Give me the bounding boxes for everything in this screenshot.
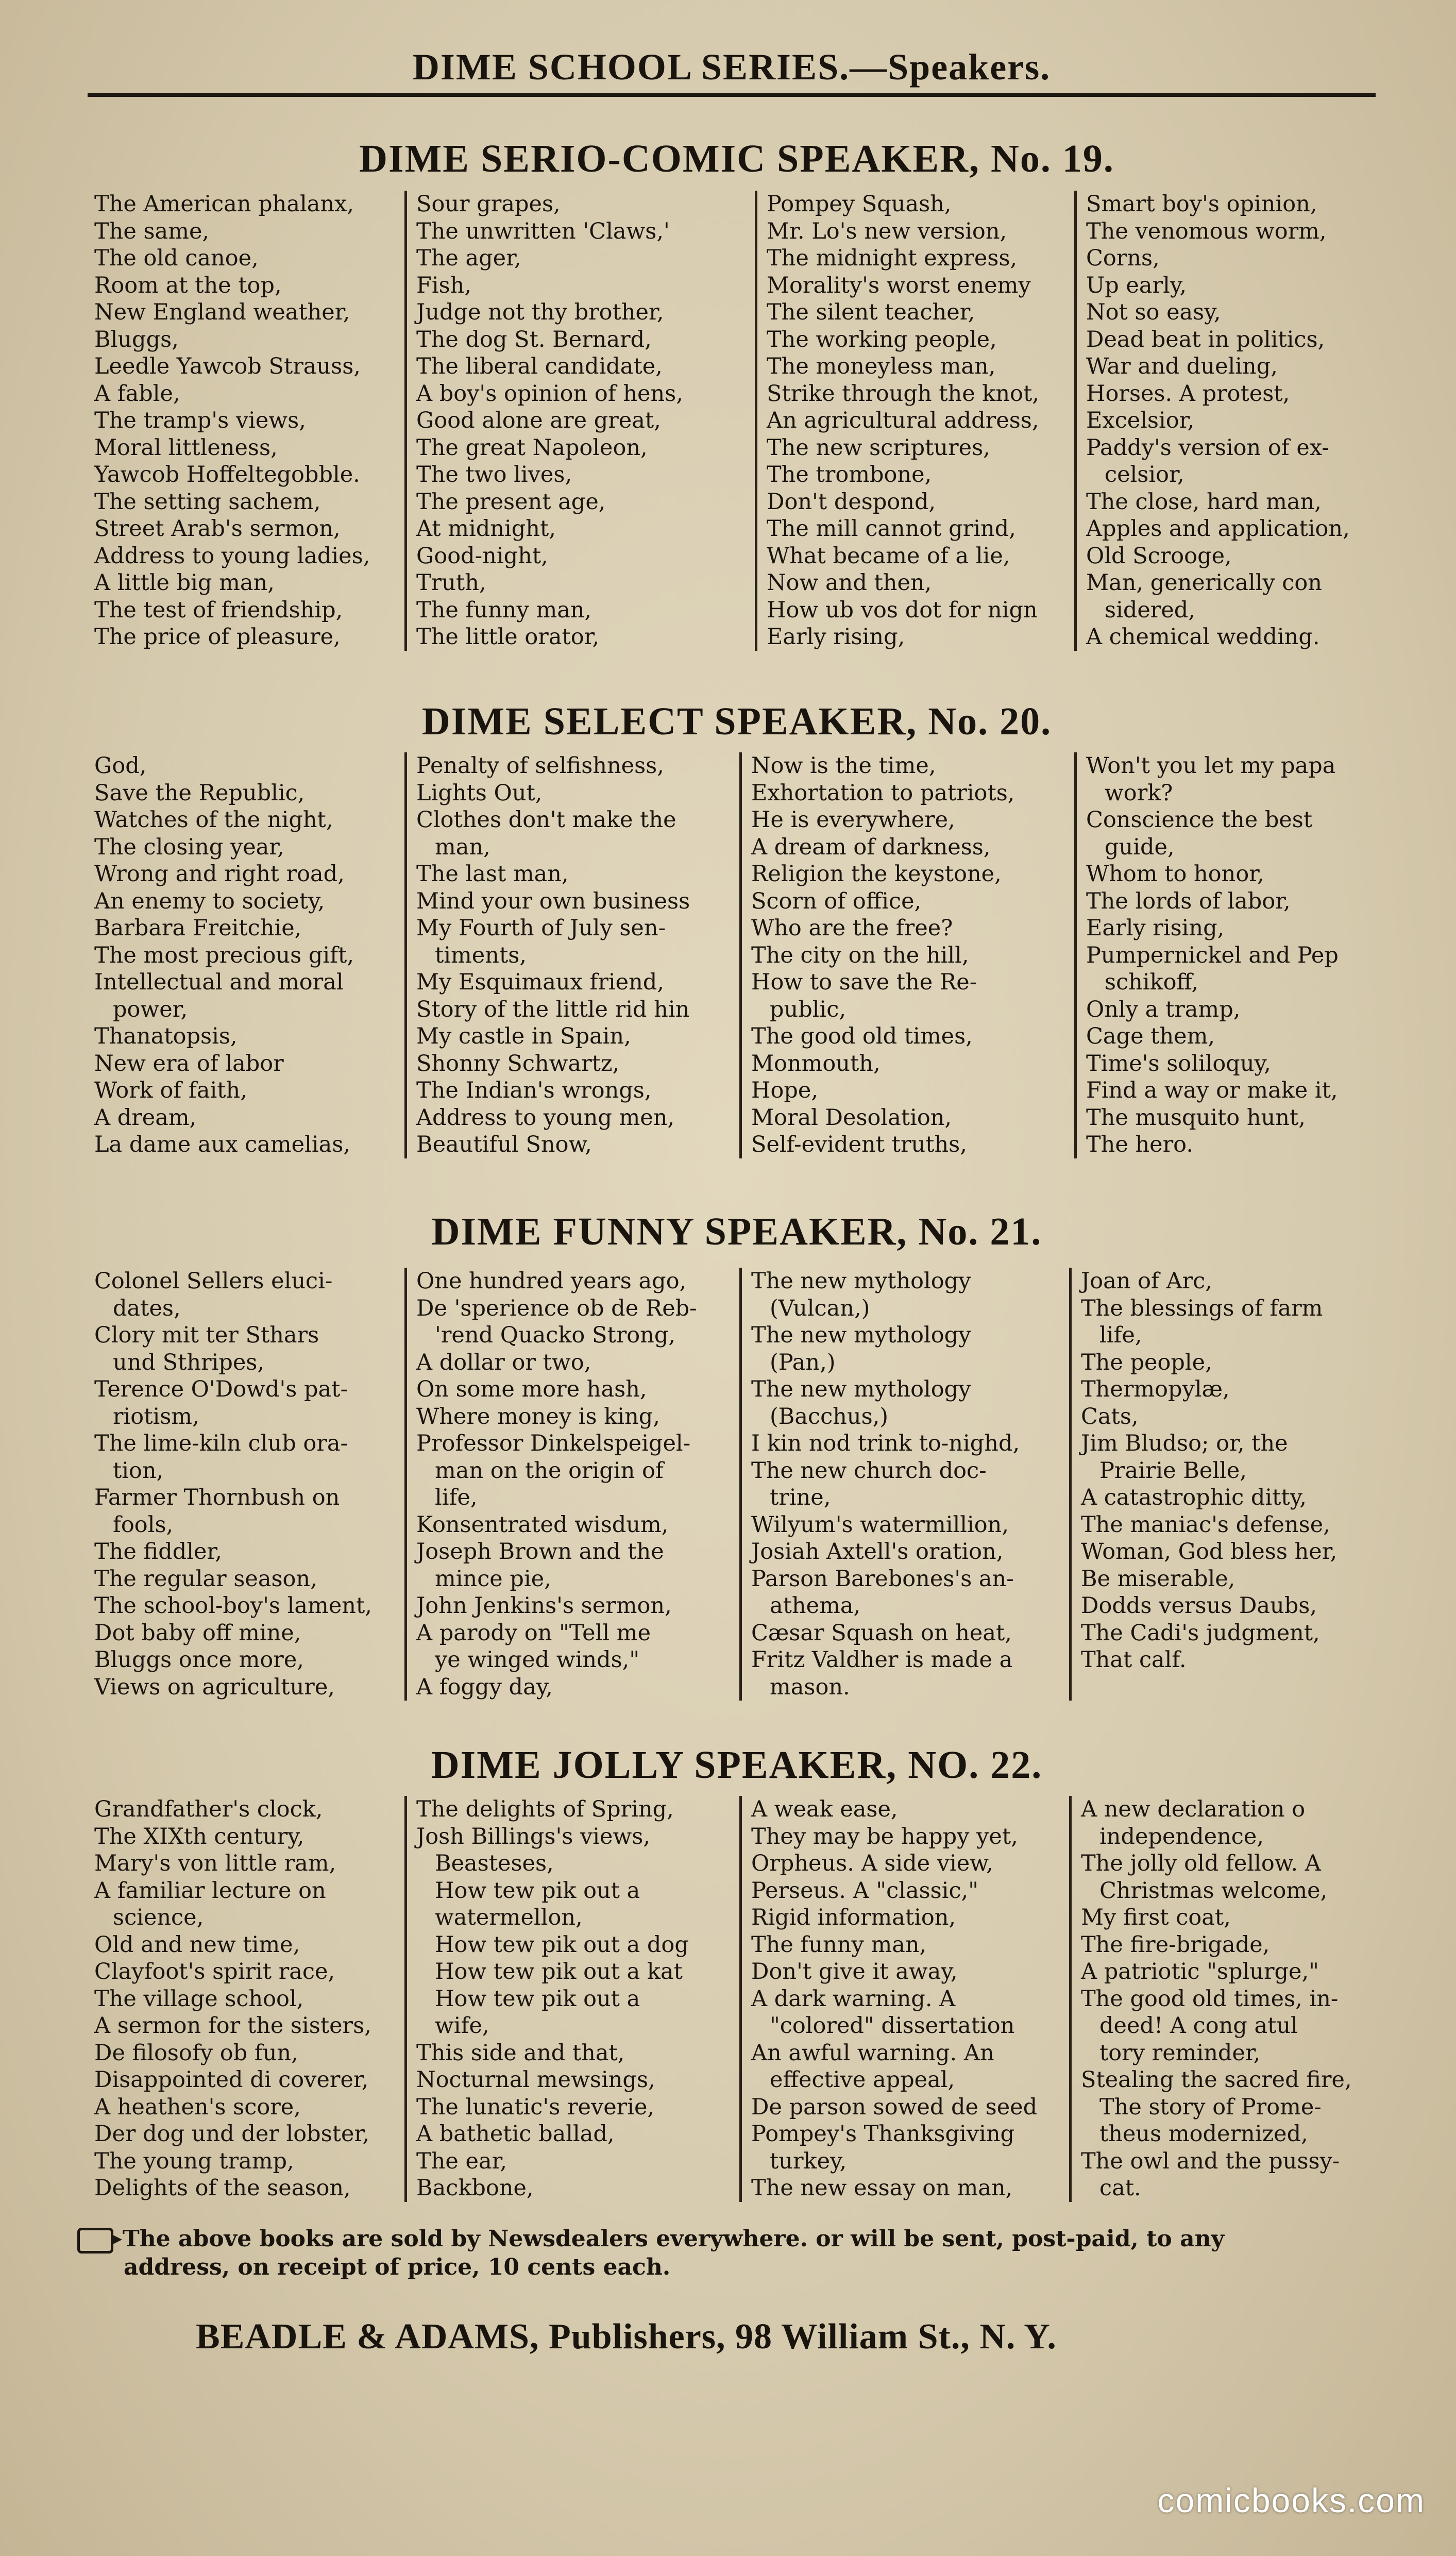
- catalog-entry: One hundred years ago,: [416, 1268, 687, 1294]
- catalog-entry: The Indian's wrongs,: [416, 1078, 652, 1103]
- catalog-entry: God,: [94, 753, 147, 779]
- catalog-entry: Good-night,: [416, 543, 548, 569]
- catalog-entry: This side and that,: [416, 2040, 625, 2066]
- catalog-entry: A boy's opinion of hens,: [416, 380, 683, 407]
- catalog-entry: Find a way or make it,: [1086, 1078, 1338, 1103]
- catalog-entry: Corns,: [1086, 245, 1160, 271]
- catalog-entry: man on the origin of: [435, 1457, 664, 1484]
- catalog-entry: John Jenkins's sermon,: [416, 1593, 672, 1619]
- catalog-entry: ye winged winds,": [435, 1647, 640, 1673]
- catalog-entry: Perseus. A "classic,": [751, 1877, 979, 1904]
- catalog-entry: Thermopylæ,: [1081, 1376, 1230, 1402]
- catalog-entry: Beautiful Snow,: [416, 1132, 592, 1157]
- catalog-entry: The regular season,: [94, 1566, 317, 1592]
- pointing-hand-icon: [77, 2228, 113, 2254]
- catalog-entry: How tew pik out a kat: [435, 1959, 683, 1985]
- catalog-entry: The good old times,: [751, 1023, 973, 1049]
- catalog-entry: Stealing the sacred fire,: [1081, 2067, 1352, 2093]
- ordering-note-line1: The above books are sold by Newsdealers everywhere. or will be sent, post-paid, to any: [123, 2226, 1225, 2252]
- catalog-entry: Wilyum's watermillion,: [751, 1511, 1009, 1538]
- catalog-entry: The village school,: [94, 1986, 304, 2012]
- catalog-entry: I kin nod trink to-nighd,: [751, 1431, 1020, 1456]
- catalog-entry: Mr. Lo's new version,: [767, 218, 1007, 244]
- catalog-entry: work?: [1105, 780, 1173, 806]
- catalog-entry: De parson sowed de seed: [751, 2094, 1038, 2120]
- catalog-entry: How tew pik out a: [435, 1877, 640, 1904]
- catalog-entry: mince pie,: [435, 1566, 551, 1592]
- catalog-entry: dates,: [113, 1295, 181, 1321]
- catalog-entry: The little orator,: [416, 624, 600, 650]
- catalog-entry: Save the Republic,: [94, 780, 305, 806]
- catalog-entry: Intellectual and moral: [94, 969, 344, 995]
- watermark: comicbooks.com: [1157, 2481, 1425, 2519]
- catalog-entry: Man, generically con: [1086, 570, 1322, 596]
- catalog-entry: The blessings of farm: [1081, 1295, 1323, 1321]
- catalog-entry: Grandfather's clock,: [94, 1796, 323, 1822]
- section-title-select: DIME SELECT SPEAKER, No. 20.: [421, 700, 1052, 743]
- catalog-entry: celsior,: [1105, 462, 1184, 487]
- catalog-entry: public,: [770, 996, 846, 1022]
- catalog-entry: turkey,: [770, 2148, 847, 2174]
- catalog-entry: independence,: [1099, 1823, 1264, 1849]
- catalog-entry: Penalty of selfishness,: [416, 753, 664, 779]
- catalog-entry: The jolly old fellow. A: [1081, 1851, 1321, 1876]
- catalog-entry: Disappointed di coverer,: [94, 2067, 369, 2093]
- catalog-entry: The last man,: [416, 861, 569, 887]
- catalog-entry: (Bacchus,): [770, 1403, 889, 1430]
- catalog-entry: Mary's von little ram,: [94, 1851, 336, 1876]
- column: [404, 752, 739, 1158]
- catalog-entry: The story of Prome-: [1099, 2094, 1322, 2120]
- catalog-entry: Konsentrated wisdum,: [416, 1511, 669, 1538]
- catalog-entry: New England weather,: [94, 299, 350, 325]
- catalog-entry: How ub vos dot for nign: [767, 597, 1038, 623]
- catalog-entry: The good old times, in-: [1081, 1986, 1339, 2012]
- catalog-entry: What became of a lie,: [767, 543, 1010, 569]
- catalog-entry: riotism,: [113, 1403, 199, 1430]
- catalog-entry: Mind your own business: [416, 888, 690, 914]
- catalog-entry: The trombone,: [767, 462, 932, 487]
- catalog-entry: Now and then,: [767, 570, 932, 596]
- catalog-entry: Dodds versus Daubs,: [1081, 1593, 1317, 1619]
- catalog-entry: Wrong and right road,: [94, 861, 345, 887]
- catalog-entry: The same,: [94, 218, 210, 244]
- catalog-entry: The funny man,: [416, 597, 592, 623]
- catalog-entry: Jim Bludso; or, the: [1081, 1431, 1288, 1456]
- catalog-entry: Only a tramp,: [1086, 996, 1241, 1022]
- catalog-entry: Clothes don't make the: [416, 807, 676, 833]
- catalog-entry: Work of faith,: [94, 1078, 247, 1103]
- catalog-entry: He is everywhere,: [751, 807, 955, 833]
- catalog-entry: Early rising,: [767, 624, 905, 650]
- catalog-entry: The price of pleasure,: [94, 624, 341, 650]
- catalog-entry: Delights of the season,: [94, 2175, 351, 2201]
- catalog-entry: Lights Out,: [416, 780, 543, 806]
- catalog-entry: und Sthripes,: [113, 1349, 265, 1375]
- catalog-entry: A fable,: [94, 380, 180, 407]
- catalog-entry: Backbone,: [416, 2175, 534, 2201]
- catalog-entry: Professor Dinkelspeigel-: [416, 1431, 691, 1456]
- catalog-entry: A new declaration o: [1081, 1796, 1306, 1822]
- column: [1069, 1796, 1394, 2202]
- catalog-entry: They may be happy yet,: [751, 1823, 1018, 1849]
- catalog-entry: A little big man,: [94, 570, 275, 596]
- catalog-entry: Up early,: [1086, 272, 1187, 298]
- catalog-entry: The hero.: [1086, 1132, 1193, 1157]
- column: [1069, 1268, 1394, 1701]
- header-rule: [88, 93, 1376, 97]
- catalog-entry: The musquito hunt,: [1086, 1104, 1306, 1131]
- ordering-note: [77, 2225, 1407, 2281]
- page-header: [72, 36, 1391, 98]
- column: [1074, 752, 1394, 1158]
- catalog-entry: The new mythology: [751, 1322, 971, 1348]
- catalog-entry: Who are the free?: [751, 915, 953, 941]
- catalog-entry: (Vulcan,): [770, 1295, 870, 1321]
- catalog-entry: The funny man,: [751, 1931, 927, 1958]
- section-jolly-columns: [85, 1796, 1394, 2202]
- catalog-entry: tory reminder,: [1099, 2040, 1261, 2066]
- catalog-entry: Hope,: [751, 1078, 819, 1103]
- catalog-entry: Pumpernickel and Pep: [1086, 942, 1339, 968]
- catalog-entry: The tramp's views,: [94, 408, 306, 433]
- catalog-entry: My Fourth of July sen-: [416, 915, 666, 941]
- catalog-entry: (Pan,): [770, 1349, 836, 1375]
- catalog-entry: An agricultural address,: [767, 408, 1039, 433]
- catalog-entry: Terence O'Dowd's pat-: [94, 1376, 348, 1402]
- catalog-entry: Address to young ladies,: [94, 543, 370, 569]
- catalog-entry: The ear,: [416, 2148, 507, 2174]
- catalog-entry: Good alone are great,: [416, 408, 661, 433]
- catalog-entry: The midnight express,: [767, 245, 1018, 271]
- catalog-entry: fools,: [113, 1511, 174, 1538]
- catalog-entry: Pompey's Thanksgiving: [751, 2121, 1015, 2147]
- catalog-entry: The lords of labor,: [1086, 888, 1291, 914]
- catalog-entry: Morality's worst enemy: [767, 272, 1031, 298]
- catalog-entry: A familiar lecture on: [94, 1877, 326, 1904]
- catalog-entry: Moral Desolation,: [751, 1104, 952, 1131]
- catalog-entry: Joan of Arc,: [1081, 1268, 1212, 1294]
- publisher-imprint: BEADLE & ADAMS, Publishers, 98 William St., N. Y.: [196, 2317, 1057, 2357]
- catalog-entry: man,: [435, 834, 490, 860]
- catalog-entry: War and dueling,: [1086, 354, 1278, 379]
- catalog-entry: The venomous worm,: [1086, 218, 1327, 244]
- catalog-entry: Thanatopsis,: [94, 1023, 238, 1049]
- catalog-entry: Religion the keystone,: [751, 861, 1002, 887]
- catalog-entry: Yawcob Hoffeltegobble.: [94, 462, 360, 487]
- catalog-entry: At midnight,: [416, 516, 556, 542]
- section-funny-columns: [85, 1268, 1394, 1701]
- column: [739, 752, 1074, 1158]
- catalog-entry: Clayfoot's spirit race,: [94, 1959, 335, 1985]
- column: [85, 752, 404, 1158]
- catalog-entry: mason.: [770, 1674, 850, 1700]
- catalog-entry: A dream,: [94, 1104, 197, 1131]
- catalog-entry: Truth,: [416, 570, 486, 596]
- catalog-entry: Barbara Freitchie,: [94, 915, 302, 941]
- catalog-entry: A dark warning. A: [751, 1986, 956, 2012]
- catalog-entry: Where money is king,: [416, 1403, 660, 1430]
- catalog-entry: life,: [1099, 1322, 1142, 1348]
- catalog-entry: power,: [113, 996, 188, 1022]
- catalog-entry: Joseph Brown and the: [416, 1539, 664, 1565]
- catalog-entry: The owl and the pussy-: [1081, 2148, 1340, 2174]
- catalog-entry: wife,: [435, 2013, 489, 2039]
- catalog-entry: Watches of the night,: [94, 807, 333, 833]
- catalog-entry: A dollar or two,: [416, 1349, 591, 1375]
- catalog-entry: The city on the hill,: [751, 942, 969, 968]
- catalog-entry: Bluggs once more,: [94, 1647, 304, 1673]
- catalog-entry: The test of friendship,: [94, 597, 343, 623]
- section-serio-comic-columns: [85, 191, 1394, 651]
- catalog-entry: How tew pik out a dog: [435, 1931, 689, 1958]
- catalog-entry: timents,: [435, 942, 527, 968]
- catalog-entry: Self-evident truths,: [751, 1132, 967, 1157]
- catalog-entry: Time's soliloquy,: [1086, 1050, 1271, 1077]
- catalog-entry: tion,: [113, 1457, 164, 1484]
- catalog-entry: Fish,: [416, 272, 472, 298]
- catalog-entry: Exhortation to patriots,: [751, 780, 1015, 806]
- catalog-entry: The dog St. Bernard,: [416, 326, 652, 352]
- catalog-entry: My first coat,: [1081, 1905, 1231, 1930]
- catalog-entry: life,: [435, 1485, 478, 1510]
- catalog-entry: Christmas welcome,: [1099, 1877, 1328, 1904]
- catalog-entry: Josiah Axtell's oration,: [751, 1539, 1004, 1565]
- catalog-entry: A weak ease,: [751, 1796, 898, 1822]
- catalog-entry: The new mythology: [751, 1376, 971, 1402]
- catalog-entry: How tew pik out a: [435, 1986, 640, 2012]
- catalog-entry: The unwritten 'Claws,': [416, 218, 670, 244]
- catalog-entry: The new essay on man,: [751, 2175, 1013, 2201]
- catalog-entry: A catastrophic ditty,: [1081, 1485, 1307, 1510]
- catalog-entry: Dead beat in politics,: [1086, 326, 1325, 352]
- catalog-entry: The maniac's defense,: [1081, 1511, 1330, 1538]
- catalog-entry: Apples and application,: [1086, 516, 1350, 542]
- catalog-entry: The working people,: [767, 326, 997, 352]
- catalog-entry: A patriotic "splurge,": [1081, 1959, 1319, 1985]
- catalog-entry: "colored" dissertation: [770, 2013, 1015, 2039]
- catalog-entry: My Esquimaux friend,: [416, 969, 664, 995]
- section-title-serio-comic: DIME SERIO-COMIC SPEAKER, No. 19.: [359, 137, 1114, 180]
- catalog-entry: That calf.: [1081, 1647, 1187, 1673]
- catalog-entry: Orpheus. A side view,: [751, 1851, 993, 1876]
- catalog-entry: Prairie Belle,: [1099, 1457, 1247, 1484]
- series-name: DIME SCHOOL SERIES.—: [412, 46, 888, 88]
- column: [85, 191, 404, 651]
- catalog-entry: Colonel Sellers eluci-: [94, 1268, 333, 1294]
- catalog-entry: New era of labor: [94, 1050, 284, 1077]
- catalog-entry: A bathetic ballad,: [416, 2121, 615, 2147]
- catalog-entry: How to save the Re-: [751, 969, 977, 995]
- catalog-entry: The mill cannot grind,: [767, 516, 1016, 542]
- catalog-entry: A foggy day,: [416, 1674, 553, 1700]
- catalog-entry: Horses. A protest,: [1086, 380, 1290, 407]
- catalog-entry: Der dog und der lobster,: [94, 2121, 369, 2147]
- catalog-entry: Conscience the best: [1086, 807, 1313, 833]
- catalog-entry: Farmer Thornbush on: [94, 1485, 340, 1510]
- catalog-entry: The moneyless man,: [767, 354, 996, 379]
- catalog-entry: The great Napoleon,: [416, 434, 648, 461]
- series-kind: Speakers.: [888, 46, 1051, 88]
- catalog-entry: Cats,: [1081, 1403, 1139, 1430]
- catalog-entry: Beasteses,: [435, 1851, 554, 1876]
- catalog-entry: The school-boy's lament,: [94, 1593, 372, 1619]
- catalog-entry: The two lives,: [416, 462, 572, 487]
- catalog-entry: The old canoe,: [94, 245, 259, 271]
- catalog-entry: watermellon,: [435, 1905, 583, 1930]
- catalog-entry: trine,: [770, 1485, 831, 1510]
- catalog-entry: Parson Barebones's an-: [751, 1566, 1014, 1592]
- column: [739, 1796, 1069, 2202]
- catalog-entry: On some more hash,: [416, 1376, 647, 1402]
- catalog-entry: The fire-brigade,: [1081, 1931, 1270, 1958]
- column: [404, 191, 755, 651]
- catalog-entry: Don't despond,: [767, 489, 936, 515]
- catalog-entry: The new church doc-: [751, 1457, 987, 1484]
- catalog-entry: theus modernized,: [1099, 2121, 1308, 2147]
- catalog-entry: De 'sperience ob de Reb-: [416, 1295, 697, 1321]
- catalog-entry: Leedle Yawcob Strauss,: [94, 354, 361, 379]
- catalog-entry: Story of the little rid hin: [416, 996, 690, 1022]
- catalog-entry: A parody on "Tell me: [416, 1620, 651, 1646]
- column: [85, 1796, 404, 2202]
- ordering-note-line2: address, on receipt of price, 10 cents each.: [124, 2254, 671, 2280]
- catalog-entry: My castle in Spain,: [416, 1023, 631, 1049]
- catalog-entry: The lunatic's reverie,: [416, 2094, 655, 2120]
- catalog-entry: effective appeal,: [770, 2067, 955, 2093]
- catalog-entry: The closing year,: [94, 834, 284, 860]
- catalog-entry: Clory mit ter Sthars: [94, 1322, 319, 1348]
- catalog-entry: Bluggs,: [94, 326, 179, 352]
- column: [404, 1268, 739, 1701]
- catalog-entry: Monmouth,: [751, 1050, 881, 1077]
- catalog-entry: The new mythology: [751, 1268, 971, 1294]
- catalog-entry: Scorn of office,: [751, 888, 922, 914]
- catalog-entry: The present age,: [416, 489, 606, 515]
- catalog-entry: Judge not thy brother,: [416, 299, 664, 325]
- catalog-entry: Early rising,: [1086, 915, 1225, 941]
- catalog-entry: The lime-kiln club ora-: [94, 1431, 348, 1456]
- catalog-entry: 'rend Quacko Strong,: [435, 1322, 676, 1348]
- catalog-entry: Old and new time,: [94, 1931, 300, 1958]
- catalog-entry: Josh Billings's views,: [416, 1823, 651, 1849]
- catalog-entry: Now is the time,: [751, 753, 936, 779]
- catalog-entry: Sour grapes,: [416, 191, 561, 217]
- catalog-entry: Won't you let my papa: [1086, 753, 1336, 779]
- section-title-funny: DIME FUNNY SPEAKER, No. 21.: [431, 1210, 1042, 1253]
- catalog-entry: Shonny Schwartz,: [416, 1050, 620, 1077]
- catalog-entry: The silent teacher,: [767, 299, 975, 325]
- catalog-entry: Nocturnal mewsings,: [416, 2067, 655, 2093]
- catalog-entry: athema,: [770, 1593, 861, 1619]
- catalog-entry: science,: [113, 1905, 204, 1930]
- catalog-entry: Woman, God bless her,: [1081, 1539, 1338, 1565]
- catalog-entry: The new scriptures,: [767, 434, 990, 461]
- catalog-entry: An enemy to society,: [94, 888, 325, 914]
- catalog-entry: Dot baby off mine,: [94, 1620, 301, 1646]
- column: [404, 1796, 739, 2202]
- catalog-entry: Views on agriculture,: [94, 1674, 335, 1700]
- catalog-entry: sidered,: [1105, 597, 1195, 623]
- catalog-entry: cat.: [1099, 2175, 1141, 2201]
- catalog-entry: The American phalanx,: [94, 191, 354, 217]
- catalog-entry: The young tramp,: [94, 2148, 294, 2174]
- catalog-entry: La dame aux camelias,: [94, 1132, 350, 1157]
- catalog-entry: schikoff,: [1105, 969, 1199, 995]
- section-select-columns: [85, 752, 1394, 1158]
- catalog-entry: The close, hard man,: [1086, 489, 1322, 515]
- catalog-entry: The XIXth century,: [94, 1823, 304, 1849]
- catalog-entry: The ager,: [416, 245, 521, 271]
- catalog-entry: The liberal candidate,: [416, 354, 663, 379]
- catalog-entry: A dream of darkness,: [751, 834, 991, 860]
- catalog-entry: Paddy's version of ex-: [1086, 434, 1329, 461]
- catalog-entry: Excelsior,: [1086, 408, 1195, 433]
- catalog-entry: Not so easy,: [1086, 299, 1221, 325]
- catalog-entry: Street Arab's sermon,: [94, 516, 341, 542]
- catalog-entry: Fritz Valdher is made a: [751, 1647, 1013, 1673]
- catalog-entry: Don't give it away,: [751, 1959, 958, 1985]
- catalog-entry: The most precious gift,: [94, 942, 354, 968]
- column: [755, 191, 1074, 651]
- catalog-entry: The people,: [1081, 1349, 1212, 1375]
- catalog-entry: guide,: [1105, 834, 1175, 860]
- catalog-entry: Address to young men,: [416, 1104, 675, 1131]
- catalog-entry: De filosofy ob fun,: [94, 2040, 298, 2066]
- catalog-entry: The Cadi's judgment,: [1081, 1620, 1320, 1646]
- column: [85, 1268, 404, 1701]
- catalog-entry: Strike through the knot,: [767, 380, 1039, 407]
- catalog-entry: Cage them,: [1086, 1023, 1215, 1049]
- catalog-entry: Cæsar Squash on heat,: [751, 1620, 1012, 1646]
- catalog-entry: A heathen's score,: [94, 2094, 301, 2120]
- catalog-entry: Whom to honor,: [1086, 861, 1264, 887]
- catalog-entry: deed! A cong atul: [1099, 2013, 1298, 2039]
- catalog-entry: An awful warning. An: [751, 2040, 994, 2066]
- catalog-entry: The delights of Spring,: [416, 1796, 674, 1822]
- catalog-entry: Smart boy's opinion,: [1086, 191, 1317, 217]
- catalog-entry: The setting sachem,: [94, 489, 321, 515]
- catalog-entry: Room at the top,: [94, 272, 282, 298]
- catalog-entry: Be miserable,: [1081, 1566, 1235, 1592]
- section-title-jolly: DIME JOLLY SPEAKER, NO. 22.: [431, 1743, 1043, 1787]
- catalog-entry: Pompey Squash,: [767, 191, 952, 217]
- catalog-entry: Moral littleness,: [94, 434, 278, 461]
- column: [1074, 191, 1394, 651]
- catalog-entry: The fiddler,: [94, 1539, 222, 1565]
- catalog-entry: A sermon for the sisters,: [94, 2013, 371, 2039]
- catalog-entry: A chemical wedding.: [1086, 624, 1320, 650]
- column: [739, 1268, 1069, 1701]
- catalog-entry: Old Scrooge,: [1086, 543, 1232, 569]
- catalog-entry: Rigid information,: [751, 1905, 956, 1930]
